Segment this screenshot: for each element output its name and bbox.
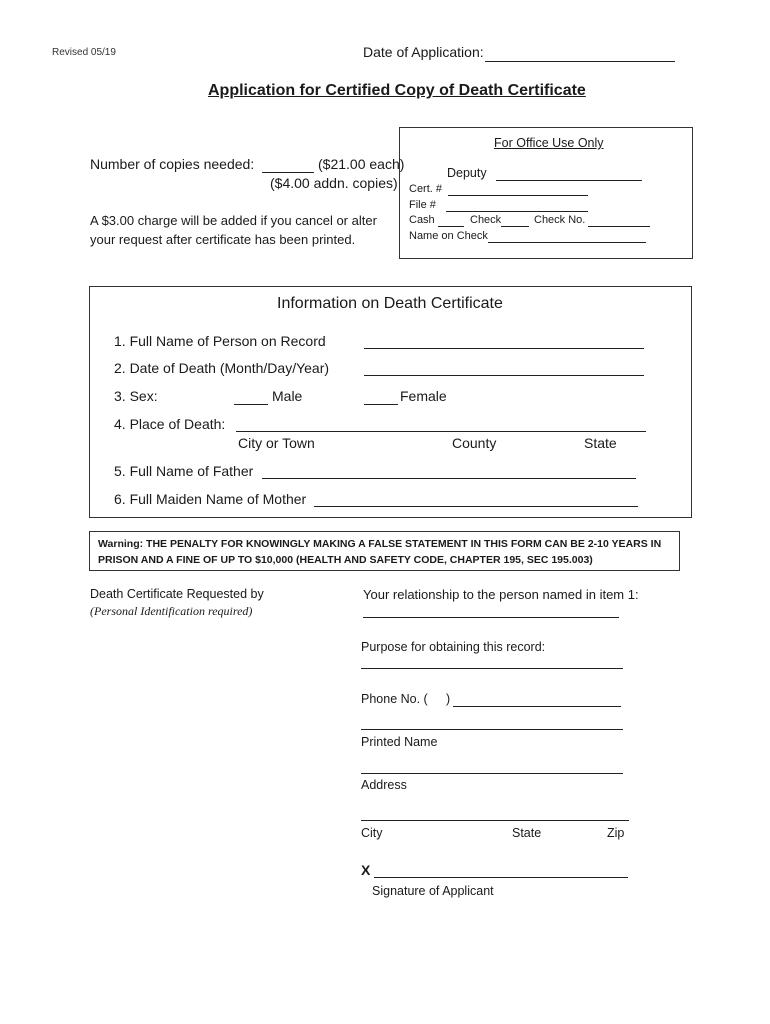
warning-line1 [98, 538, 661, 550]
warning-box [89, 531, 680, 571]
place-of-death-field[interactable] [236, 431, 646, 432]
check-label: Check [470, 214, 502, 226]
male-field[interactable] [234, 404, 268, 405]
warning-text-1: THE PENALTY FOR KNOWINGLY MAKING A FALSE STATEMENT IN THIS FORM CAN BE 2-10 YEARS IN [146, 538, 662, 550]
male-label: Male [272, 388, 303, 404]
cert-label: Cert. # [409, 183, 443, 195]
check-no-label: Check No. [534, 214, 586, 226]
check-field[interactable] [501, 226, 529, 227]
file-field[interactable] [446, 211, 588, 212]
deputy-field[interactable] [496, 180, 642, 181]
date-of-death-label: 2. Date of Death (Month/Day/Year) [114, 360, 330, 376]
address-label: Address [361, 778, 407, 792]
check-no-field[interactable] [588, 226, 650, 227]
death-info-heading: Information on Death Certificate [277, 295, 503, 312]
female-label: Female [400, 388, 447, 404]
revised-date: Revised 05/19 [52, 47, 116, 58]
signature-label: Signature of Applicant [372, 884, 494, 898]
copies-needed-label: Number of copies needed: [90, 156, 255, 172]
copies-each-price: ($21.00 each) [318, 156, 405, 172]
phone-field[interactable] [453, 706, 621, 707]
father-name-label: 5. Full Name of Father [114, 463, 254, 479]
requested-by-label: Death Certificate Requested by [90, 587, 264, 601]
signature-field[interactable] [374, 877, 628, 878]
printed-name-label: Printed Name [361, 735, 438, 749]
city-state-zip-field[interactable] [361, 820, 629, 821]
state-label: State [584, 435, 617, 451]
printed-name-field[interactable] [361, 729, 623, 730]
file-label: File # [409, 199, 436, 211]
copies-addn-price: ($4.00 addn. copies) [270, 175, 398, 191]
warning-label: Warning: [98, 538, 144, 550]
mother-name-field[interactable] [314, 506, 638, 507]
purpose-field[interactable] [361, 668, 623, 669]
phone-paren-close: ) [446, 692, 451, 706]
name-on-check-field[interactable] [488, 242, 646, 243]
mother-name-label: 6. Full Maiden Name of Mother [114, 491, 307, 507]
purpose-label: Purpose for obtaining this record: [361, 640, 546, 654]
city-or-town-label: City or Town [238, 435, 315, 451]
copies-needed-row [90, 156, 404, 173]
office-use-heading: For Office Use Only [494, 136, 604, 150]
id-required-note: (Personal Identification required) [90, 604, 253, 618]
cancel-note-line2: your request after certificate has been printed. [90, 232, 356, 247]
deputy-label: Deputy [447, 166, 487, 180]
date-of-death-field[interactable] [364, 375, 644, 376]
father-name-field[interactable] [262, 478, 636, 479]
death-info-box [89, 286, 692, 518]
name-on-check-label: Name on Check [409, 230, 488, 242]
cash-label: Cash [409, 214, 435, 226]
date-of-application-label: Date of Application: [363, 44, 484, 60]
female-field[interactable] [364, 404, 398, 405]
cert-field[interactable] [448, 195, 588, 196]
date-of-application-field[interactable] [485, 61, 675, 62]
city-label: City [361, 826, 383, 840]
phone-label: Phone No. ( [361, 692, 428, 706]
office-use-box [399, 127, 693, 259]
relationship-label: Your relationship to the person named in item 1: [363, 587, 639, 602]
zip-label: Zip [607, 826, 625, 840]
warning-text-2: PRISON AND A FINE OF UP TO $10,000 (HEALTH AND SAFETY CODE, CHAPTER 195, SEC 195.003) [98, 554, 593, 566]
relationship-field[interactable] [363, 617, 619, 618]
cash-field[interactable] [438, 226, 464, 227]
cancel-note-line1: A $3.00 charge will be added if you cancel or alter [90, 213, 377, 228]
sex-label: 3. Sex: [114, 388, 158, 404]
signature-x-mark: X [361, 862, 371, 878]
full-name-field[interactable] [364, 348, 644, 349]
place-of-death-label: 4. Place of Death: [114, 416, 226, 432]
copies-needed-field[interactable] [262, 156, 314, 173]
full-name-label: 1. Full Name of Person on Record [114, 333, 326, 349]
address-field[interactable] [361, 773, 623, 774]
county-label: County [452, 435, 497, 451]
state-address-label: State [512, 826, 542, 840]
form-title: Application for Certified Copy of Death Certificate [208, 82, 586, 99]
